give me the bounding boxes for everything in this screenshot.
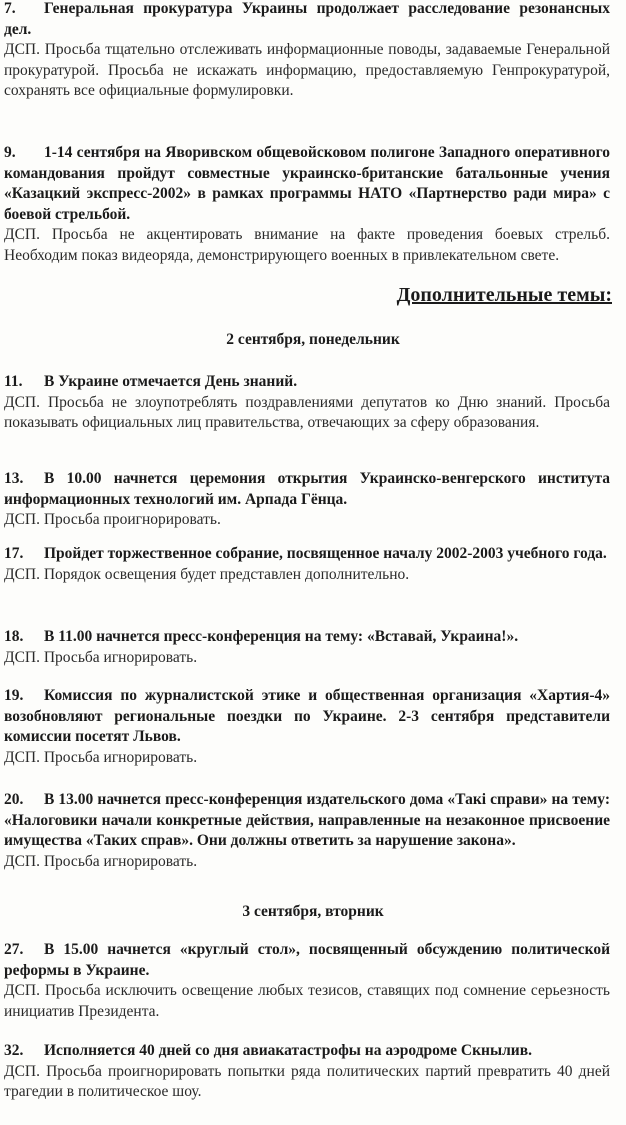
item-heading: 17. Пройдет торжественное собрание, посвященное началу 2002-2003 учебного года. — [4, 544, 610, 565]
item-note: ДСП. Просьба проигнорировать попытки ряда политических партий превратить 40 дней трагедии в политическое шоу. — [4, 1062, 610, 1100]
item-heading: 32. Исполняется 40 дней со дня авиакатастрофы на аэродроме Скнылив. — [4, 1041, 610, 1062]
item-note: ДСП. Порядок освещения будет представлен дополнительно. — [4, 565, 410, 583]
item-note: ДСП. Просьба проигнорировать. — [4, 511, 221, 528]
item-13 — [4, 469, 610, 531]
item-heading: 19. Комиссия по журналистской этике и общественная организация «Хартия-4» возобновляют региональные поездки по Украине. 2-3 сентября представители комиссии посетят Львов. — [4, 687, 610, 745]
item-heading: 9. 1-14 сентября на Яворивском общевойсковом полигоне Западного оперативного командования пройдут совместные украинско-британские батальонные учения «Казацкий экспресс-2002» в рамках программы НАТО «Партнерство ради мира» с боевой стрельбой. — [4, 144, 610, 223]
section-title: Дополнительные темы: — [396, 284, 612, 306]
item-11 — [4, 372, 610, 434]
item-number: 17. — [4, 545, 24, 562]
item-7 — [4, 0, 610, 102]
item-number: 9. — [4, 144, 16, 161]
item-heading: 13. В 10.00 начнется церемония открытия Украинско-венгерского института информационных технологий им. Арпада Гёнца. — [4, 470, 610, 508]
item-9 — [4, 143, 610, 266]
item-17 — [4, 544, 610, 585]
item-note: ДСП. Просьба исключить освещение любых тезисов, ставящих под сомнение серьезность инициатив Президента. — [4, 982, 610, 1020]
item-note: ДСП. Просьба не акцентировать внимание на факте проведения боевых стрельб. Необходим показ видеоряда, демонстрирующего военных в привлекательном свете. — [4, 226, 610, 264]
item-number: 27. — [4, 941, 24, 958]
item-20 — [4, 790, 610, 872]
date-heading-day2: 3 сентября, вторник — [242, 903, 384, 920]
item-number: 19. — [4, 687, 24, 704]
item-number: 32. — [4, 1042, 24, 1059]
item-number: 7. — [4, 0, 16, 17]
item-note: ДСП. Просьба игнорировать. — [4, 648, 198, 666]
item-heading: 7. Генеральная прокуратура Украины продолжает расследование резонансных дел. — [4, 0, 610, 38]
item-number: 18. — [4, 628, 24, 645]
item-32 — [4, 1041, 610, 1103]
item-note: ДСП. Просьба тщательно отслеживать информационные поводы, задаваемые Генеральной прокуратурой. Просьба не искажать информацию, предоставляемую Генпрокуратурой, сохранять все официальные формулировки. — [4, 41, 610, 99]
item-heading: 18. В 11.00 начнется пресс-конференция на тему: «Вставай, Украина!». — [4, 627, 610, 648]
item-heading: 20. В 13.00 начнется пресс-конференция издательского дома «Такі справи» на тему: «Налоговики начали конкретные действия, направленные на незаконное присвоение имущества «Таких справ». Они должны ответить за нарушение закона». — [4, 791, 610, 849]
item-heading: 11. В Украине отмечается День знаний. — [4, 372, 610, 393]
item-note: ДСП. Просьба игнорировать. — [4, 852, 198, 870]
item-27 — [4, 940, 610, 1022]
date-heading-day1: 2 сентября, понедельник — [226, 331, 400, 348]
item-heading: 27. В 15.00 начнется «круглый стол», посвященный обсуждению политической реформы в Украине. — [4, 941, 610, 979]
item-18 — [4, 627, 610, 668]
item-note: ДСП. Просьба игнорировать. — [4, 748, 198, 766]
item-number: 13. — [4, 470, 24, 487]
item-number: 20. — [4, 791, 24, 808]
item-note: ДСП. Просьба не злоупотреблять поздравлениями депутатов ко Дню знаний. Просьба показывать официальных лиц правительства, отвечающих за сферу образования. — [4, 393, 610, 431]
item-number: 11. — [4, 373, 23, 390]
item-19 — [4, 686, 610, 768]
